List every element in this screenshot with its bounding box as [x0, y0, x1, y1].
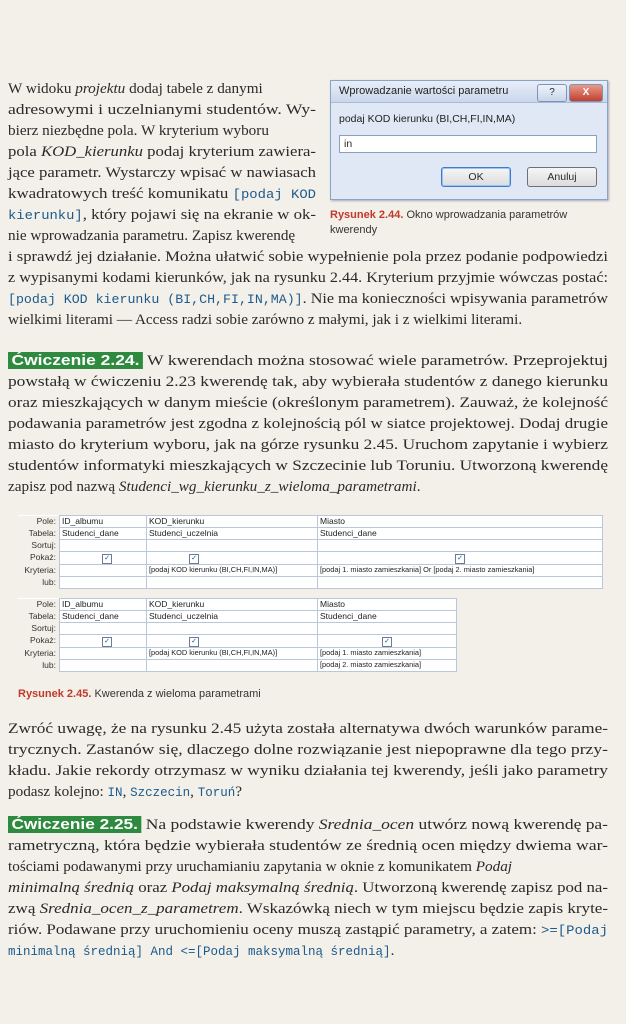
or-cell[interactable] [147, 577, 318, 589]
or-cell[interactable] [60, 660, 147, 672]
row-label: Sortuj: [18, 623, 60, 635]
text-line: rametryczną, która będzie wybierała studentów ze średnią ocen między dwiema war- [8, 837, 608, 854]
show-checkbox[interactable]: ✓ [102, 637, 112, 647]
sort-cell[interactable] [60, 540, 147, 552]
field-cell[interactable]: Miasto [318, 599, 457, 611]
exercise-badge: Ćwiczenie 2.25. [8, 816, 141, 833]
parameter-dialog [330, 80, 608, 200]
figure-2-44-caption [330, 208, 610, 238]
criteria-cell[interactable]: [podaj KOD kierunku (BI,CH,FI,IN,MA)] [147, 565, 318, 577]
text-line: trycznych. Zastanów się, dlaczego dolne rozwiązanie jest niepoprawne dla tego przy- [8, 741, 608, 758]
criteria-cell[interactable]: [podaj KOD kierunku (BI,CH,FI,IN,MA)] [147, 648, 318, 660]
text-line: kierunku], który pojawi się na ekranie w ok- [8, 206, 316, 223]
text-line: podasz kolejno: IN, Szczecin, Toruń? [8, 783, 243, 800]
text-line: zapisz pod nazwą Studenci_wg_kierunku_z_wieloma_parametrami. [8, 478, 421, 495]
text-line: i sprawdź jej działanie. Można ułatwić sobie wypełnienie pola przez podanie podpowiedzi [8, 248, 608, 265]
text-line: Zwróć uwagę, że na rysunku 2.45 użyta została alternatywa dwóch warunków parame- [8, 720, 608, 737]
sort-cell[interactable] [318, 540, 603, 552]
text-line: miasto do kryterium wyboru, jak na górze rysunku 2.45. Uruchom zapytanie i wybierz [8, 436, 608, 453]
row-label: Kryteria: [18, 565, 60, 577]
query-design-grid-top [18, 515, 603, 589]
text-line: zwą Srednia_ocen_z_parametrem. Wskazówką niech w tym miejscu będzie zapis kryte- [8, 900, 609, 917]
text-line: Ćwiczenie 2.24. W kwerendach można stosować wiele parametrów. Przeprojektuj [8, 350, 608, 371]
show-checkbox[interactable]: ✓ [189, 554, 199, 564]
table-cell[interactable]: Studenci_dane [318, 528, 603, 540]
text-line: kładu. Jakie rekordy otrzymasz w wyniku działania tej kwerendy, jeśli jako parametry [8, 762, 608, 779]
text-line: powstałą w ćwiczeniu 2.23 kwerendę tak, aby wybierała studentów z danego kierunku [8, 373, 608, 390]
table-cell[interactable]: Studenci_dane [60, 528, 147, 540]
table-cell[interactable]: Studenci_uczelnia [147, 611, 318, 623]
field-cell[interactable]: KOD_kierunku [147, 599, 318, 611]
caption-text: kwerendy [330, 224, 378, 236]
dialog-prompt: podaj KOD kierunku (BI,CH,FI,IN,MA) [339, 113, 516, 125]
or-cell[interactable] [147, 660, 318, 672]
row-label: lub: [18, 577, 60, 589]
figure-2-45-caption [18, 688, 261, 700]
row-label: Pole: [18, 599, 60, 611]
text-line: minimalną średnią oraz Podaj maksymalną średnią. Utworzoną kwerendę zapisz pod na- [8, 879, 608, 896]
text-line: [podaj KOD kierunku (BI,CH,FI,IN,MA)]. Nie ma konieczności wpisywania parametrów [8, 290, 608, 307]
ok-button[interactable]: OK [441, 167, 511, 187]
figure-label: Rysunek 2.44. [330, 209, 404, 221]
text-line: kwadratowych treść komunikatu [podaj KOD [8, 185, 316, 202]
show-checkbox[interactable]: ✓ [102, 554, 112, 564]
text-line: nie wprowadzania parametru. Zapisz kwerendę [8, 227, 296, 244]
row-label: lub: [18, 660, 60, 672]
text-line: oraz mieszkających w danym mieście (określonym parametrem). Zauważ, że kolejność [8, 394, 608, 411]
caption-text: Kwerenda z wieloma parametrami [94, 688, 261, 700]
table-cell[interactable]: Studenci_dane [60, 611, 147, 623]
sort-cell[interactable] [147, 540, 318, 552]
help-button[interactable]: ? [537, 84, 567, 102]
or-cell[interactable]: [podaj 2. miasto zamieszkania] [318, 660, 457, 672]
criteria-cell[interactable]: [podaj 1. miasto zamieszkania] [318, 648, 457, 660]
text-line: studentów informatyki mieszkających w Szczecinie lub Toruniu. Utworzoną kwerendę [8, 457, 608, 474]
row-label: Pokaż: [18, 552, 60, 565]
or-cell[interactable] [318, 577, 603, 589]
criteria-cell[interactable]: [podaj 1. miasto zamieszkania] Or [podaj 2. miasto zamieszkania] [318, 565, 603, 577]
row-label: Kryteria: [18, 648, 60, 660]
or-cell[interactable] [60, 577, 147, 589]
query-design-grid-bottom [18, 598, 457, 672]
caption-text: Okno wprowadzania parametrów [406, 209, 568, 221]
sort-cell[interactable] [147, 623, 318, 635]
field-cell[interactable]: KOD_kierunku [147, 516, 318, 528]
sort-cell[interactable] [60, 623, 147, 635]
field-cell[interactable]: ID_albumu [60, 599, 147, 611]
row-label: Tabela: [18, 528, 60, 540]
exercise-badge: Ćwiczenie 2.24. [8, 352, 143, 369]
text-line: adresowymi i uczelnianymi studentów. Wy- [8, 101, 316, 118]
text-line: podawania parametrów jest zgodna z kolejnością pól w siatce projektowej. Dodaj drugie [8, 415, 608, 432]
sort-cell[interactable] [318, 623, 457, 635]
parameter-input[interactable]: in [339, 135, 597, 153]
text-line: tościami podawanymi przy uruchamianiu zapytania w oknie z komunikatem Podaj [8, 858, 513, 875]
close-button[interactable]: X [569, 84, 603, 102]
text-line: minimalną średnią] And <=[Podaj maksymalną średnią]. [8, 942, 395, 959]
table-cell[interactable]: Studenci_uczelnia [147, 528, 318, 540]
cancel-button[interactable]: Anuluj [527, 167, 597, 187]
criteria-cell[interactable] [60, 648, 147, 660]
text-line: Ćwiczenie 2.25. Na podstawie kwerendy Srednia_ocen utwórz nową kwerendę pa- [8, 814, 608, 835]
show-checkbox[interactable]: ✓ [382, 637, 392, 647]
row-label: Sortuj: [18, 540, 60, 552]
show-checkbox[interactable]: ✓ [455, 554, 465, 564]
text-line: W widoku projektu dodaj tabele z danymi [8, 80, 263, 97]
text-line: riów. Podawane przy uruchomieniu oceny muszą zastąpić parametry, a zatem: >=[Podaj [8, 921, 608, 938]
figure-label: Rysunek 2.45. [18, 688, 92, 700]
text-line: wielkimi literami — Access radzi sobie zarówno z małymi, jak i z wielkimi literami. [8, 311, 523, 328]
table-cell[interactable]: Studenci_dane [318, 611, 457, 623]
text-line: z wypisanymi kodami kierunków, jak na rysunku 2.44. Kryterium przyjmie wówczas postać: [8, 269, 608, 286]
dialog-title: Wprowadzanie wartości parametru [331, 81, 607, 103]
criteria-cell[interactable] [60, 565, 147, 577]
show-checkbox[interactable]: ✓ [189, 637, 199, 647]
text-line: bierz niezbędne pola. W kryterium wyboru [8, 122, 269, 139]
field-cell[interactable]: ID_albumu [60, 516, 147, 528]
text-line: jące parametr. Wystarczy wpisać w nawiasach [8, 164, 316, 181]
field-cell[interactable]: Miasto [318, 516, 603, 528]
row-label: Pole: [18, 516, 60, 528]
row-label: Pokaż: [18, 635, 60, 648]
text-line: pola KOD_kierunku podaj kryterium zawiera- [8, 143, 316, 160]
row-label: Tabela: [18, 611, 60, 623]
